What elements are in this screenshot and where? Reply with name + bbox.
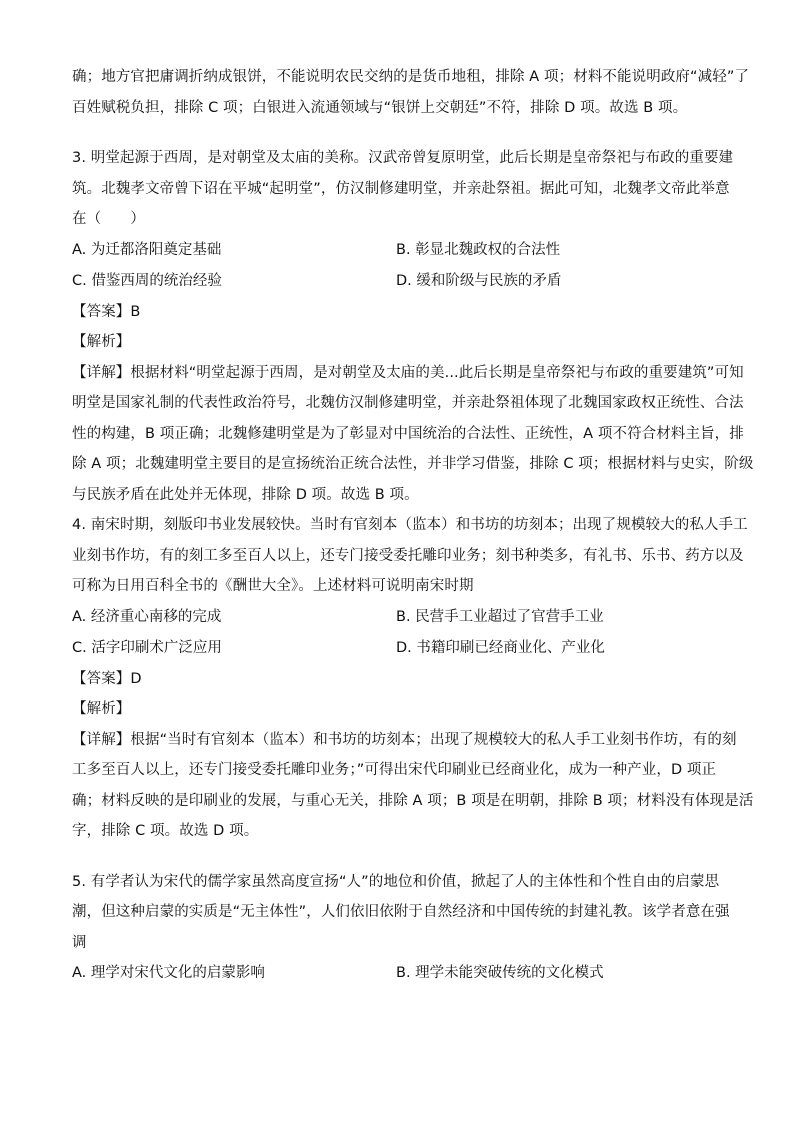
question-stem-line: 潮，但这种启蒙的实质是“无主体性”，人们依旧依附于自然经济和中国传统的封建礼教。该学者意在强 bbox=[72, 904, 730, 920]
option-a: A. 为迁都洛阳奠定基础 bbox=[72, 241, 222, 258]
detail-line: 与民族矛盾在此处并无体现，排除 D 项。故选 B 项。 bbox=[72, 486, 419, 503]
option-a: A. 经济重心南移的完成 bbox=[72, 608, 222, 625]
option-row bbox=[72, 235, 722, 266]
option-b: B. 彰显北魏政权的合法性 bbox=[396, 241, 561, 258]
answer-label: 【答案】B bbox=[72, 303, 141, 320]
analysis-label: 【解析】 bbox=[72, 334, 131, 350]
option-d: D. 缓和阶级与民族的矛盾 bbox=[396, 272, 562, 289]
previous-analysis bbox=[72, 62, 750, 123]
option-d: D. 书籍印刷已经商业化、产业化 bbox=[396, 639, 605, 656]
text-line: 确；地方官把庸调折纳成银饼，不能说明农民交纳的是货币地租，排除 A 项；材料不能说明政府“减轻”了 bbox=[72, 69, 750, 85]
option-c: C. 借鉴西周的统治经验 bbox=[72, 272, 222, 289]
detail-line: 性的构建，B 项正确；北魏修建明堂是为了彰显对中国统治的合法性、正统性，A 项不符合材料主旨，排 bbox=[72, 425, 744, 442]
question-3 bbox=[72, 143, 754, 510]
question-stem-line: 筑。北魏孝文帝曾下诏在平城“起明堂”，仿汉制修建明堂，并亲赴祭祖。据此可知，北魏孝文帝此举意 bbox=[72, 180, 730, 197]
option-row bbox=[72, 602, 722, 633]
question-stem-line: 在（ ） bbox=[72, 211, 145, 227]
question-4 bbox=[72, 510, 754, 847]
detail-line: 明堂是国家礼制的代表性政治符号，北魏仿汉制修建明堂，并亲赴祭祖体现了北魏国家政权正统性、合法 bbox=[72, 395, 744, 411]
question-stem-line: 3. 明堂起源于西周，是对朝堂及太庙的美称。汉武帝曾复原明堂，此后长期是皇帝祭祀与布政的重要建 bbox=[72, 150, 734, 166]
option-row bbox=[72, 266, 722, 297]
question-stem-line: 5. 有学者认为宋代的儒学家虽然高度宣扬“人”的地位和价值，掀起了人的主体性和个性自由的启蒙思 bbox=[72, 873, 720, 890]
option-row bbox=[72, 958, 722, 989]
text-line: 百姓赋税负担，排除 C 项；白银进入流通领域与“银饼上交朝廷”不符，排除 D 项。故选 B 项。 bbox=[72, 99, 688, 116]
option-a: A. 理学对宋代文化的启蒙影响 bbox=[72, 965, 265, 981]
question-5 bbox=[72, 867, 730, 990]
option-c: C. 活字印刷术广泛应用 bbox=[72, 639, 222, 656]
option-b: B. 理学未能突破传统的文化模式 bbox=[396, 965, 604, 981]
option-row bbox=[72, 633, 722, 664]
question-stem-line: 业刻书作坊，有的刻工多至百人以上，还专门接受委托雕印业务；刻书种类多，有礼书、乐书、药方以及 bbox=[72, 547, 744, 564]
answer-label: 【答案】D bbox=[72, 670, 142, 687]
detail-line: 除 A 项；北魏建明堂主要目的是宣扬统治正统合法性，并非学习借鉴，排除 C 项；根据材料与史实，阶级 bbox=[72, 456, 754, 472]
detail-line: 【详解】根据材料“明堂起源于西周，是对朝堂及太庙的美...此后长期是皇帝祭祀与布政的重要建筑”可知 bbox=[72, 364, 744, 381]
detail-line: 确；材料反映的是印刷业的发展，与重心无关，排除 A 项；B 项是在明朝，排除 B 项；材料没有体现是活 bbox=[72, 792, 754, 809]
detail-line: 【详解】根据“当时有官刻本（监本）和书坊的坊刻本；出现了规模较大的私人手工业刻书作坊，有的刻 bbox=[72, 731, 737, 748]
question-stem-line: 调 bbox=[72, 934, 87, 951]
option-b: B. 民营手工业超过了官营手工业 bbox=[396, 608, 604, 625]
question-stem-line: 4. 南宋时期，刻版印书业发展较快。当时有官刻本（监本）和书坊的坊刻本；出现了规模较大的私人手工 bbox=[72, 517, 748, 533]
detail-line: 字，排除 C 项。故选 D 项。 bbox=[72, 823, 259, 839]
question-stem-line: 可称为日用百科全书的《酬世大全》。上述材料可说明南宋时期 bbox=[72, 578, 474, 594]
document-page bbox=[72, 62, 754, 989]
analysis-label: 【解析】 bbox=[72, 701, 131, 717]
detail-line: 工多至百人以上，还专门接受委托雕印业务；”可得出宋代印刷业已经商业化，成为一种产业，D 项正 bbox=[72, 762, 717, 778]
